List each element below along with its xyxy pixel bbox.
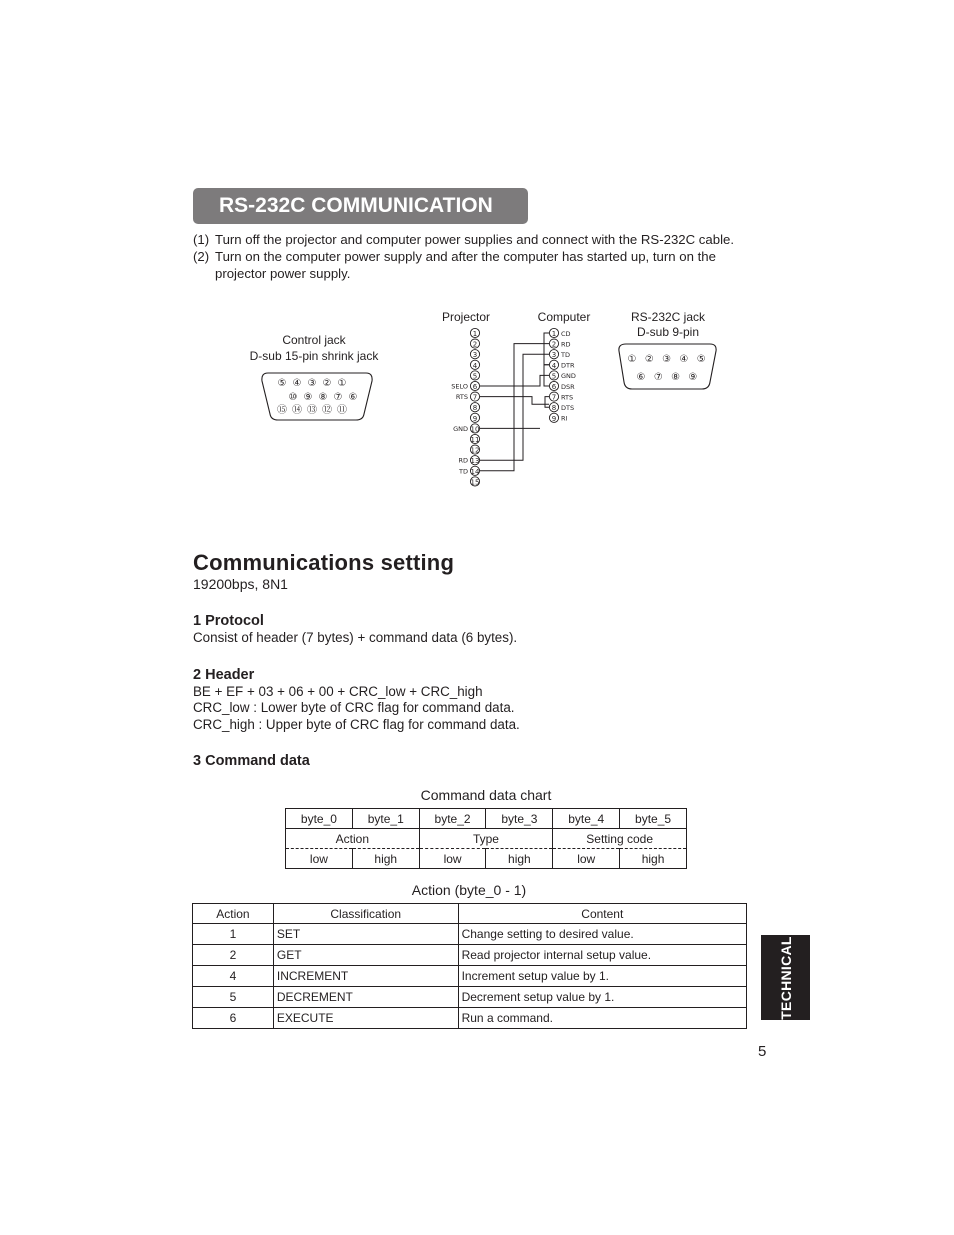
column-header: Action [193, 904, 274, 924]
classification: SET [273, 924, 458, 945]
action-code: 2 [193, 945, 274, 966]
projector-pin-number: 9 [472, 414, 478, 423]
step-number: (1) [193, 232, 210, 247]
projector-pin-label: RD [458, 456, 468, 465]
dsub9-pin: ② [644, 354, 654, 365]
projector-pin-label: GND [453, 424, 468, 433]
projector-pin-number: 14 [470, 467, 480, 476]
projector-pin-number: 12 [470, 446, 480, 455]
dsub15-pin: ⑮ [277, 405, 287, 416]
crc-high-description: CRC_high : Upper byte of CRC flag for command data. [193, 717, 520, 732]
projector-pin-number: 15 [470, 478, 480, 487]
computer-pin-number: 9 [551, 414, 557, 423]
side-tab-label: TECHNICAL [777, 935, 794, 1020]
protocol-text: Consist of header (7 bytes) + command data (6 bytes). [193, 630, 518, 645]
byte-cell: byte_3 [486, 809, 553, 829]
dsub15-pin: ① [337, 378, 347, 389]
dsub15-pin: ⑤ [277, 378, 287, 389]
action-code: 1 [193, 924, 274, 945]
action-code: 4 [193, 966, 274, 987]
technical-side-tab [761, 935, 810, 1020]
projector-pin-number: 8 [472, 404, 478, 413]
classification: INCREMENT [273, 966, 458, 987]
table-row [193, 966, 747, 987]
group-row [286, 829, 687, 849]
computer-pin-number: 6 [551, 383, 557, 391]
rs232c-jack-label: RS-232C jack [630, 310, 706, 324]
computer-pin-number: 3 [551, 351, 557, 360]
dsub15-pin: ⑧ [318, 392, 328, 403]
dsub9-pin: ④ [679, 354, 689, 365]
page-number: 5 [758, 1043, 767, 1060]
dsub15-pin: ⑪ [337, 405, 347, 416]
control-jack-label: Control jack [282, 333, 346, 347]
computer-pin-label: RD [561, 340, 571, 349]
byte-cell: byte_0 [286, 809, 353, 829]
column-header: Classification [273, 904, 458, 924]
dsub15-pin: ② [322, 378, 332, 389]
projector-pin-number: 10 [470, 425, 480, 434]
computer-pin-number: 2 [551, 340, 557, 349]
computer-pin-label: DSR [561, 382, 575, 391]
dsub15-pin: ⑫ [322, 405, 332, 416]
content: Read projector internal setup value. [458, 945, 746, 966]
dsub9-connector-outline [619, 344, 716, 389]
byte-cell: byte_5 [620, 809, 687, 829]
dsub15-pin: ④ [292, 378, 302, 389]
command-data-chart [285, 808, 687, 869]
projector-pin-number: 2 [472, 340, 478, 349]
projector-pin-number: 13 [470, 457, 480, 466]
sub-cell: high [486, 849, 553, 869]
dsub9-pin: ① [627, 354, 637, 365]
step-text: Turn on the computer power supply and after the computer has started up, turn on the projector power supply. [215, 249, 716, 281]
step-text: Turn off the projector and computer power supplies and connect with the RS-232C cable. [215, 232, 734, 247]
wiring-diagram [0, 0, 954, 520]
dsub15-pin: ⑥ [348, 392, 358, 403]
projector-pin-number: 3 [472, 351, 478, 360]
computer-pin-label: RI [561, 414, 568, 423]
byte-cell: byte_2 [419, 809, 486, 829]
step-number: (2) [193, 249, 210, 264]
sub-cell: high [352, 849, 419, 869]
projector-label: Projector [441, 310, 491, 324]
dsub15-pin: ③ [307, 378, 317, 389]
computer-pin-label: CD [561, 329, 571, 338]
protocol-heading: 1 Protocol [193, 613, 264, 629]
crc-low-description: CRC_low : Lower byte of CRC flag for command data. [193, 700, 515, 715]
projector-pin-number: 11 [470, 436, 480, 444]
dsub15-pin: ⑭ [292, 405, 302, 416]
dsub9-pin: ③ [662, 354, 672, 365]
projector-pin-label: TD [459, 467, 468, 476]
projector-pin-label: SELO [451, 382, 468, 391]
computer-pin-number: 4 [551, 361, 557, 370]
byte-cell: byte_4 [553, 809, 620, 829]
dsub9-pin: ⑥ [636, 372, 646, 383]
content: Increment setup value by 1. [458, 966, 746, 987]
section-title-banner: RS-232C COMMUNICATION [193, 188, 528, 224]
projector-pin-number: 1 [472, 330, 478, 338]
action-code: 6 [193, 1008, 274, 1029]
table-row [193, 945, 747, 966]
content: Change setting to desired value. [458, 924, 746, 945]
dsub9-pin: ⑤ [696, 354, 706, 365]
computer-pin-number: 8 [551, 404, 557, 413]
group-cell-action: Action [286, 829, 420, 849]
computer-pin-label: DTS [561, 404, 575, 412]
action-table-title: Action (byte_0 - 1) [411, 882, 527, 898]
computer-pin-number: 1 [551, 330, 557, 338]
low-high-row [286, 849, 687, 869]
computer-pin-number: 7 [551, 393, 557, 402]
content: Decrement setup value by 1. [458, 987, 746, 1008]
group-cell-setting-code: Setting code [553, 829, 687, 849]
command-data-chart-title: Command data chart [420, 787, 552, 803]
dsub15-pin: ⑩ [288, 392, 298, 403]
projector-pin-number: 4 [472, 361, 478, 370]
projector-pin-number: 6 [472, 383, 478, 391]
rs232c-jack-type-label: D-sub 9-pin [636, 325, 700, 339]
action-table [192, 903, 747, 1029]
byte-row [286, 809, 687, 829]
sub-cell: low [286, 849, 353, 869]
computer-pin-label: DTR [561, 361, 575, 370]
dsub15-pin: ⑦ [333, 392, 343, 403]
dsub15-pin: ⑨ [303, 392, 313, 403]
dsub15-pin: ⑬ [307, 405, 317, 416]
computer-pin-label: TD [561, 351, 570, 359]
dsub9-pin: ⑦ [653, 372, 663, 383]
action-code: 5 [193, 987, 274, 1008]
dsub9-pin: ⑨ [688, 372, 698, 383]
control-jack-type-label: D-sub 15-pin shrink jack [249, 349, 379, 363]
loop-rts-dts [545, 397, 549, 408]
sub-cell: low [419, 849, 486, 869]
settings-value: 19200bps, 8N1 [193, 576, 288, 592]
classification: EXECUTE [273, 1008, 458, 1029]
header-formula: BE + EF + 03 + 06 + 00 + CRC_low + CRC_high [193, 684, 483, 699]
sub-cell: high [620, 849, 687, 869]
table-row [193, 987, 747, 1008]
computer-pin-label: GND [561, 372, 576, 381]
table-row [193, 1008, 747, 1029]
header-heading: 2 Header [193, 667, 255, 683]
byte-cell: byte_1 [352, 809, 419, 829]
table-header-row [193, 904, 747, 924]
table-row [193, 924, 747, 945]
classification: GET [273, 945, 458, 966]
settings-title: Communications setting [193, 550, 455, 575]
column-header: Content [458, 904, 746, 924]
loop-cd-dtr [544, 333, 549, 365]
projector-pin-number: 5 [472, 372, 478, 381]
group-cell-type: Type [419, 829, 553, 849]
sub-cell: low [553, 849, 620, 869]
command-data-heading: 3 Command data [193, 753, 310, 769]
computer-pin-label: RTS [561, 393, 574, 402]
dsub9-pin: ⑧ [671, 372, 681, 383]
wire-td-rd [480, 344, 549, 471]
projector-pin-number: 7 [472, 393, 478, 402]
classification: DECREMENT [273, 987, 458, 1008]
computer-label: Computer [537, 310, 591, 324]
content: Run a command. [458, 1008, 746, 1029]
projector-pin-label: RTS [455, 393, 468, 402]
computer-pin-number: 5 [551, 372, 557, 381]
